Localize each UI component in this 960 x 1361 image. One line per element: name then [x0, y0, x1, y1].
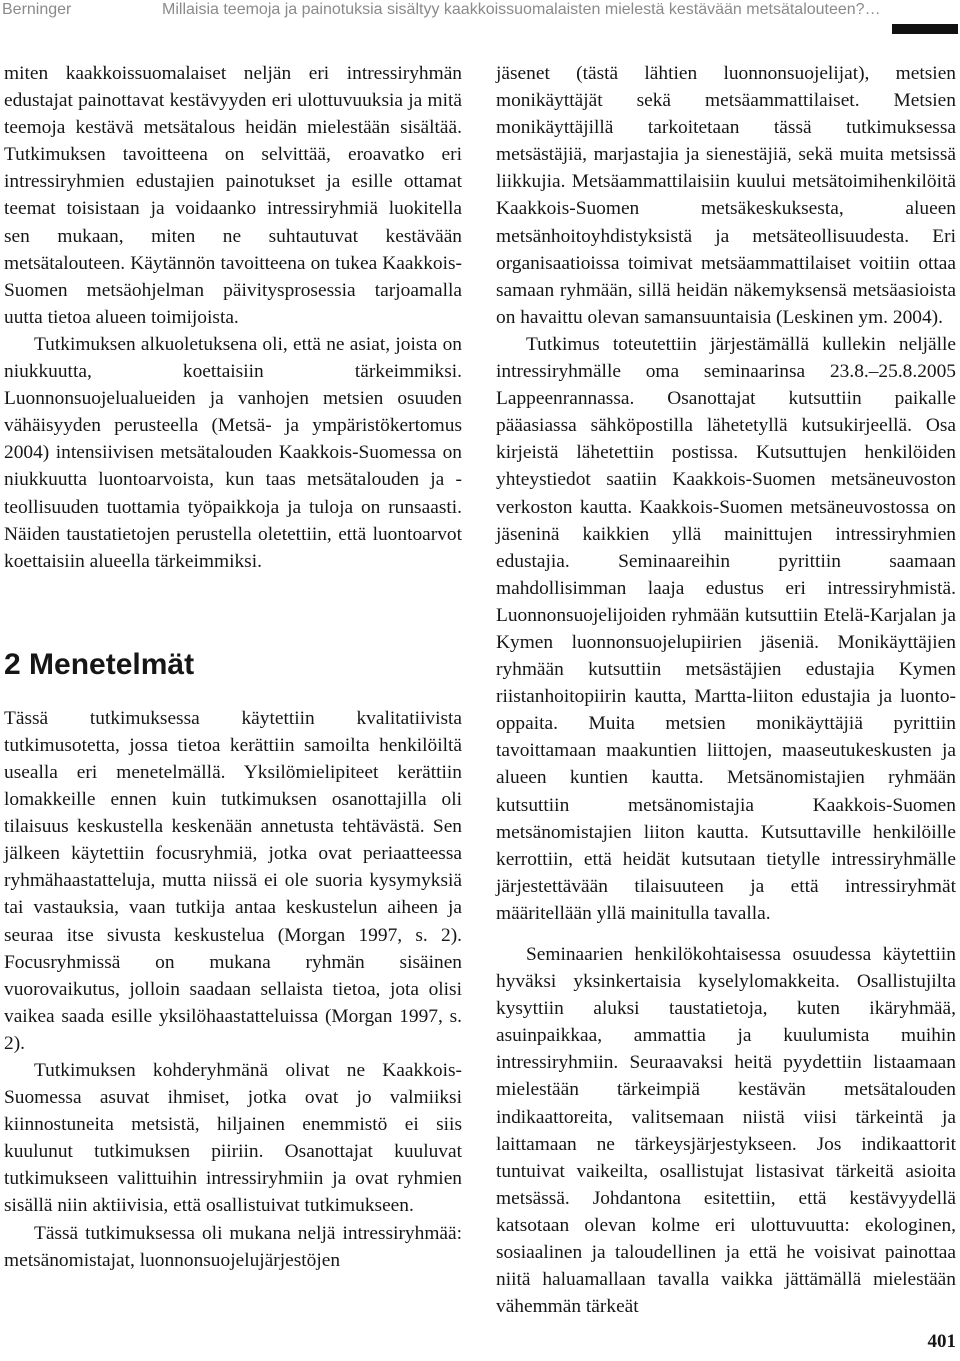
body-paragraph: Tutkimus toteutettiin järjestämällä kullekin neljälle intressiryhmälle oma seminaarinsa 23.8.–25.8.2005 Lappeenrannassa. Osanottajat kutsuttiin paikalle pääasiassa sähköpostilla lähetetyllä kutsukirjeellä. Osa kirjeistä lähetettiin postissa. Kutsuttujen henkilöiden yhteystiedot saatiin Kaakkois-Suomen metsäneuvoston verkoston kautta. Kaakkois-Suomen metsäneuvostossa on jäseninä kaikkien yllä mainittujen intressiryhmien edustajia. Seminaareihin pyrittiin saamaan mahdollisimman laaja edustus eri intressiryhmistä. Luonnonsuojelijoiden ryhmään kutsuttiin Etelä-Karjalan ja Kymen luonnonsuojelupiirien jäseniä. Monikäyttäjien ryhmään kutsuttiin metsästäjien edustajia Kymen riistanhoitopiirin kautta, Martta-liiton edustajia ja luonto-oppaita. Muita metsien monikäyttäjiä pyrittiin tavoittamaan maakuntien liittojen, maaseutukeskusten ja alueen kuntien kautta. Metsänomistajien ryhmään kutsuttiin metsänomistajia Kaakkois-Suomen metsänomistajien liiton kautta. Kutsuttaville henkilöille kerrottiin, että heidät kutsutaan tietylle intressiryhmälle järjestettävään tilaisuuteen ja että intressiryhmät määritellään yllä mainitulla tavalla. — [496, 333, 956, 924]
body-paragraph: Tutkimuksen kohderyhmänä olivat ne Kaakkois-Suomessa asuvat ihmiset, jotka ovat jo valmiiksi kiinnostuneita metsistä, hiljainen enemmistö ei siis kuulunut tutkimuksen piiriin. Osanottajat kuuluvat tutkimukseen valittuihin intressiryhmiin ja ovat ryhmien sisällä niin aktiivisia, että osallistuivat tutkimukseen. — [4, 1060, 462, 1217]
page-number: 401 — [927, 1331, 956, 1352]
body-paragraph: miten kaakkoissuomalaiset neljän eri intressiryhmän edustajat painottavat kestävyyden eri ulottuvuuksia ja mitä teemoja kestävä metsätalous heidän mielestään sisältää. Tutkimuksen tavoitteena on selvittää, eroavatko eri intressiryhmien edustajien painotukset ja esille ottamat teemat toisistaan ja voidaanko intressiryhmiä luokitella sen mukaan, miten ne suhtautuvat kestävään metsätalouteen. Käytännön tavoitteena on tukea Kaakkois-Suomen metsäohjelman päivitysprosessia tarjoamalla uutta tietoa alueen toimijoista. — [4, 63, 462, 328]
section-heading: 2 Menetelmät — [4, 647, 195, 681]
header-author: Berninger — [2, 1, 72, 18]
running-header — [0, 0, 960, 24]
header-decorative-bar — [892, 24, 958, 34]
body-paragraph: Tässä tutkimuksessa käytettiin kvalitatiivista tutkimusotetta, jossa tietoa kerättiin samoilta henkilöiltä usealla eri menetelmällä. Yksilömielipiteet kerättiin lomakkeille ennen kuin tutkimuksen osanottajilla oli tilaisuus keskustella keskenään annetusta tehtävästä. Sen jälkeen käytettiin focusryhmiä, jotka ovat periaatteessa ryhmähaastatteluja, mutta niissä ei ole suoria kysymyksiä tai vastauksia, vaan tutkija antaa keskustelun aiheen ja seuraa itse sivusta keskustelua (Morgan 1997, s. 2). Focusryhmissä on mukana ryhmän sisäinen vuorovaikutus, jolloin saadaan sellaista tietoa, jota olisi vaikea saada esille yksilöhaastatteluissa (Morgan 1997, s. 2). — [4, 707, 462, 1054]
body-paragraph: Seminaarien henkilökohtaisessa osuudessa käytettiin hyväksi yksinkertaisia kyselylomakkeita. Osallistujilta kysyttiin aluksi taustatietoja, kuten ikäryhmää, asuinpaikkaa, ammattia ja kuulumista muihin intressiryhmiin. Seuraavaksi heitä pyydettiin listaamaan mielestään tärkeimpiä kestävän metsätalouden indikaattoreita, valitsemaan niistä viisi tärkeintä ja laittamaan ne tärkeysjärjestykseen. Jos indikaattorit tuntuivat vaikeilta, osallistujat listasivat tärkeitä asioita metsässä. Johdantona esitettiin, että kestävyydellä katsotaan olevan kolme eri ulottuvuutta: ekologinen, sosiaalinen ja taloudellinen ja että he voisivat painottaa niitä haluamallaan tavalla vaikka jättämällä mielestään vähemmän tärkeät — [496, 944, 956, 1318]
body-paragraph: Tutkimuksen alkuoletuksena oli, että ne asiat, joista on niukkuutta, koettaisiin tärkeimmiksi. Luonnonsuojelualueiden ja vanhojen metsien osuuden vähäisyyden perusteella (Metsä- ja ympäristökertomus 2004) intensiivisen metsätalouden Kaakkois-Suomessa on niukkuutta luontoarvoista, kun taas metsätalouden ja -teollisuuden tuottamia työpaikkoja ja tuloja on runsaasti. Näiden taustatietojen perustella oletettiin, että luontoarvot koettaisiin alueella tärkeimmiksi. — [4, 333, 462, 572]
left-column — [4, 60, 462, 1274]
body-paragraph: Tässä tutkimuksessa oli mukana neljä intressiryhmää: metsänomistajat, luonnonsuojelujärjestöjen — [4, 1222, 462, 1271]
body-paragraph: jäsenet (tästä lähtien luonnonsuojelijat), metsien monikäyttäjät sekä metsäammattilaiset. Metsien monikäyttäjillä tarkoitetaan tässä tutkimuksessa metsästäjiä, marjastajia ja sienestäjiä, sekä muita metsissä liikkujia. Metsäammattilaisiin kuului metsätoimihenkilöitä Kaakkois-Suomen metsäkeskuksesta, alueen metsänhoitoyhdistyksistä ja metsäteollisuudesta. Eri organisaatioissa toimivat metsäammattilaiset voitiin ottaa samaan ryhmään, sillä heidän näkemyksensä metsäasioista on havaittu olevan samansuuntaisia (Leskinen ym. 2004). — [496, 63, 956, 328]
header-running-title: Millaisia teemoja ja painotuksia sisältyy kaakkoissuomalaisten mielestä kestävään metsätalouteen?… — [162, 1, 881, 18]
right-column — [496, 60, 956, 1320]
